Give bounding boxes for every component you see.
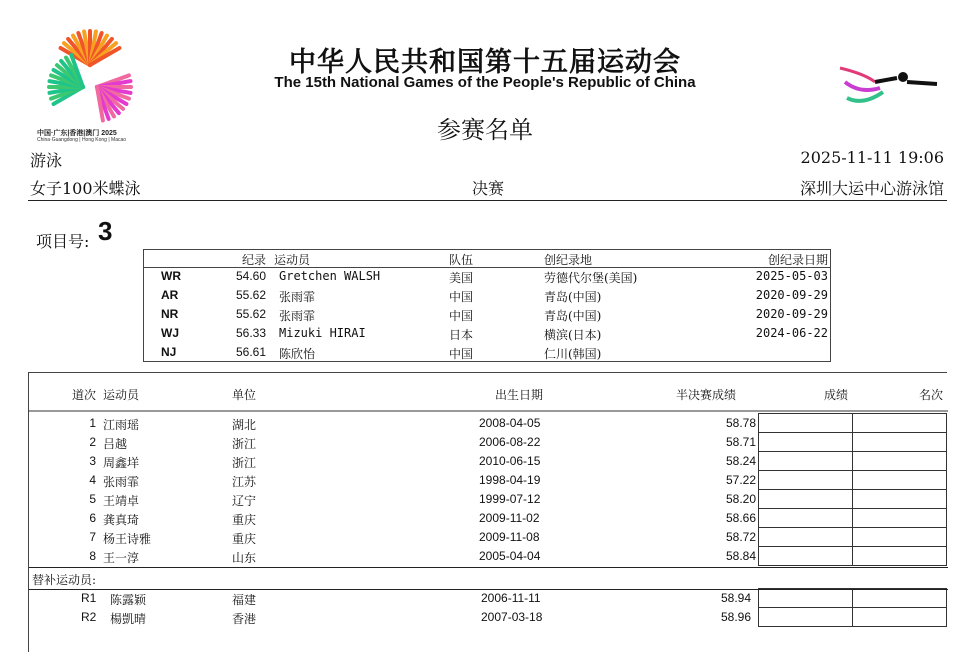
athlete-name: 王一淳 — [103, 551, 140, 565]
result-cell[interactable] — [758, 607, 853, 627]
header-dob: 出生日期 — [495, 388, 544, 402]
athlete-name: 王靖卓 — [103, 494, 140, 508]
record-team: 中国 — [449, 290, 474, 304]
divider — [28, 200, 947, 201]
birth-date: 2006-11-11 — [481, 591, 541, 605]
sport-name: 游泳 — [30, 151, 63, 170]
semi-result: 58.94 — [720, 591, 751, 605]
semi-result: 58.84 — [725, 549, 756, 563]
header-record: 纪录 — [242, 253, 267, 267]
header-date: 创纪录日期 — [767, 253, 828, 267]
result-cell[interactable] — [758, 588, 853, 608]
lane: 2 — [89, 435, 96, 449]
record-place: 劳德代尔堡(美国) — [544, 271, 638, 285]
birth-date: 2006-08-22 — [479, 435, 541, 449]
birth-date: 2008-04-05 — [479, 416, 541, 430]
rank-cell[interactable] — [852, 527, 947, 547]
rank-cell[interactable] — [852, 489, 947, 509]
rank-cell[interactable] — [852, 546, 947, 566]
birth-date: 2005-04-04 — [479, 549, 541, 563]
lane: R1 — [81, 591, 97, 605]
header-rank: 名次 — [919, 388, 944, 402]
unit: 重庆 — [232, 513, 257, 527]
record-time: 55.62 — [236, 307, 267, 321]
header-athlete: 运动员 — [103, 388, 140, 402]
unit: 湖北 — [232, 418, 257, 432]
lane: 4 — [89, 473, 96, 487]
rank-cell[interactable] — [852, 607, 947, 627]
record-place: 仁川(韩国) — [544, 347, 602, 361]
semi-result: 58.20 — [725, 492, 756, 506]
semi-result: 58.96 — [720, 610, 751, 624]
rank-cell[interactable] — [852, 588, 947, 608]
athlete-name: 周鑫垟 — [103, 456, 140, 470]
athlete-name: 龚真琦 — [103, 513, 140, 527]
event-name: 女子100米蝶泳 — [30, 179, 141, 198]
record-team: 美国 — [449, 271, 474, 285]
result-cell[interactable] — [758, 470, 853, 490]
datetime: 2025-11-11 19:06 — [800, 148, 944, 167]
record-time: 56.61 — [236, 345, 267, 359]
lane: R2 — [81, 610, 97, 624]
page-subtitle: 参赛名单 — [437, 116, 533, 144]
unit: 江苏 — [232, 475, 257, 489]
athlete-name: 楊凱晴 — [110, 612, 147, 626]
semi-result: 57.22 — [725, 473, 756, 487]
games-title-cn: 中华人民共和国第十五届运动会 — [289, 47, 681, 78]
semi-result: 58.66 — [725, 511, 756, 525]
record-code: AR — [161, 288, 179, 302]
venue: 深圳大运中心游泳馆 — [799, 179, 944, 198]
unit: 山东 — [232, 551, 257, 565]
result-cell[interactable] — [758, 432, 853, 452]
record-date: 2020-09-29 — [755, 307, 828, 321]
record-athlete: 张雨霏 — [279, 309, 316, 323]
record-date: 2024-06-22 — [755, 326, 828, 340]
record-code: NR — [161, 307, 179, 321]
result-cell[interactable] — [758, 413, 853, 433]
record-athlete: 张雨霏 — [279, 290, 316, 304]
unit: 香港 — [232, 612, 257, 626]
rank-cell[interactable] — [852, 413, 947, 433]
birth-date: 2009-11-08 — [479, 530, 540, 544]
records-table — [143, 249, 831, 362]
header-result: 成绩 — [824, 388, 849, 402]
event-no-label: 项目号: — [36, 232, 90, 251]
semi-result: 58.78 — [725, 416, 756, 430]
result-cell[interactable] — [758, 527, 853, 547]
unit: 浙江 — [232, 437, 257, 451]
athlete-name: 张雨霏 — [103, 475, 140, 489]
semi-result: 58.24 — [725, 454, 756, 468]
record-place: 青岛(中国) — [544, 309, 602, 323]
lane: 3 — [89, 454, 96, 468]
birth-date: 2007-03-18 — [481, 610, 543, 624]
lane: 5 — [89, 492, 96, 506]
result-cell[interactable] — [758, 489, 853, 509]
result-cell[interactable] — [758, 508, 853, 528]
record-athlete: Mizuki HIRAI — [279, 326, 366, 340]
header-place: 创纪录地 — [544, 253, 593, 267]
birth-date: 1998-04-19 — [479, 473, 541, 487]
athlete-name: 吕越 — [103, 437, 128, 451]
event-phase: 决赛 — [471, 179, 504, 198]
athlete-name: 陈露颖 — [110, 593, 147, 607]
unit: 浙江 — [232, 456, 257, 470]
unit: 辽宁 — [232, 494, 257, 508]
lane: 7 — [89, 530, 96, 544]
lane: 8 — [89, 549, 96, 563]
games-title-en: The 15th National Games of the People's Republic of China — [274, 74, 696, 91]
start-list-table — [28, 372, 947, 652]
lane: 6 — [89, 511, 96, 525]
record-time: 55.62 — [236, 288, 267, 302]
birth-date: 2009-11-02 — [479, 511, 540, 525]
record-athlete: Gretchen WALSH — [279, 269, 381, 283]
unit: 福建 — [232, 593, 257, 607]
semi-result: 58.71 — [725, 435, 756, 449]
record-date: 2025-05-03 — [755, 269, 828, 283]
result-cell[interactable] — [758, 451, 853, 471]
header-lane: 道次 — [72, 388, 97, 402]
semi-result: 58.72 — [725, 530, 756, 544]
record-time: 54.60 — [236, 269, 267, 283]
swimming-pictogram-icon — [835, 60, 940, 110]
record-place: 青岛(中国) — [544, 290, 602, 304]
header-team: 队伍 — [449, 253, 474, 267]
record-code: WR — [161, 269, 181, 283]
logo-text-en: China·Guangdong | Hong Kong | Macao — [37, 137, 127, 143]
reserve-label: 替补运动员: — [32, 573, 97, 587]
record-code: NJ — [161, 345, 177, 359]
birth-date: 2010-06-15 — [479, 454, 541, 468]
record-team: 日本 — [449, 328, 474, 342]
rank-cell[interactable] — [852, 470, 947, 490]
rank-cell[interactable] — [852, 432, 947, 452]
birth-date: 1999-07-12 — [479, 492, 541, 506]
header-unit: 单位 — [232, 388, 257, 402]
unit: 重庆 — [232, 532, 257, 546]
record-date: 2020-09-29 — [755, 288, 828, 302]
rank-cell[interactable] — [852, 508, 947, 528]
event-no: 3 — [98, 216, 113, 246]
athlete-name: 杨王诗雅 — [103, 532, 152, 546]
header-semi: 半决赛成绩 — [676, 388, 737, 402]
record-place: 横滨(日本) — [544, 328, 602, 342]
record-code: WJ — [161, 326, 179, 340]
header-athlete: 运动员 — [274, 253, 311, 267]
record-team: 中国 — [449, 309, 474, 323]
lane: 1 — [89, 416, 96, 430]
athlete-name: 江雨瑶 — [103, 418, 140, 432]
rank-cell[interactable] — [852, 451, 947, 471]
logo-text-cn: 中国·广东|香港|澳门 2025 — [37, 130, 117, 137]
record-team: 中国 — [449, 347, 474, 361]
record-time: 56.33 — [236, 326, 267, 340]
record-athlete: 陈欣怡 — [279, 347, 316, 361]
result-cell[interactable] — [758, 546, 853, 566]
